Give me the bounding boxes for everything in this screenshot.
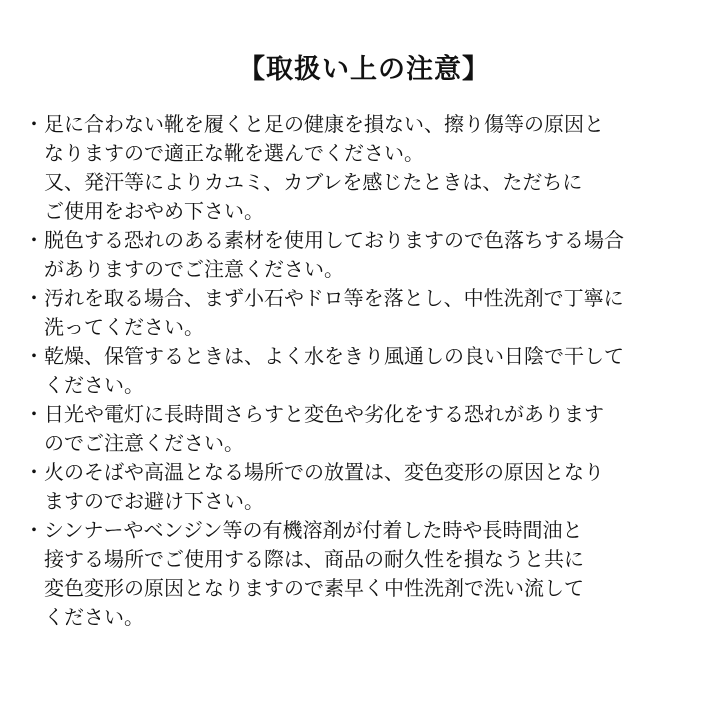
caution-line: のでご注意ください。 (44, 431, 244, 455)
bullet-mark: ・ (24, 112, 44, 136)
caution-item-3 (24, 284, 714, 342)
caution-line: ください。 (44, 605, 144, 629)
caution-line: がありますのでご注意ください。 (44, 257, 344, 281)
caution-item-7 (24, 516, 714, 632)
caution-line: ください。 (44, 373, 144, 397)
page-title: 【取扱い上の注意】 (238, 54, 490, 86)
caution-line: 日光や電灯に長時間さらすと変色や劣化をする恐れがあります (44, 402, 604, 426)
caution-item-2 (24, 226, 714, 284)
caution-line: ご使用をおやめ下さい。 (44, 199, 264, 223)
caution-line: 足に合わない靴を履くと足の健康を損ない、擦り傷等の原因と (44, 112, 604, 136)
bullet-mark: ・ (24, 460, 44, 484)
caution-line: シンナーやベンジン等の有機溶剤が付着した時や長時間油と (44, 518, 583, 542)
bullet-mark: ・ (24, 344, 44, 368)
caution-line: 接する場所でご使用する際は、商品の耐久性を損なうと共に (44, 547, 584, 571)
caution-line: 脱色する恐れのある素材を使用しておりますので色落ちする場合 (44, 228, 624, 252)
caution-item-5 (24, 400, 714, 458)
caution-line: 火のそばや高温となる場所での放置は、変色変形の原因となり (44, 460, 604, 484)
bullet-mark: ・ (24, 228, 44, 252)
caution-item-1 (24, 110, 714, 226)
bullet-mark: ・ (24, 518, 44, 542)
caution-line: 変色変形の原因となりますので素早く中性洗剤で洗い流して (44, 576, 584, 600)
caution-line: 洗ってください。 (44, 315, 204, 339)
caution-line: ますのでお避け下さい。 (44, 489, 264, 513)
caution-line: 汚れを取る場合、まず小石やドロ等を落とし、中性洗剤で丁寧に (44, 286, 624, 310)
bullet-mark: ・ (24, 286, 44, 310)
caution-list (24, 110, 714, 632)
caution-line: 又、発汗等によりカユミ、カブレを感じたときは、ただちに (44, 170, 583, 194)
caution-line: 乾燥、保管するときは、よく水をきり風通しの良い日陰で干して (44, 344, 624, 368)
caution-item-6 (24, 458, 714, 516)
bullet-mark: ・ (24, 402, 44, 426)
caution-line: なりますので適正な靴を選んでください。 (44, 141, 424, 165)
caution-item-4 (24, 342, 714, 400)
